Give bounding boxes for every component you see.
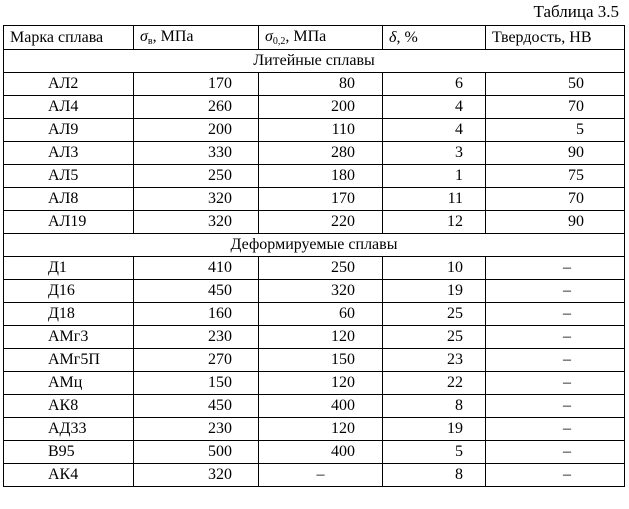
tensile-strength-cell: 150 xyxy=(134,372,259,395)
yield-strength-cell: 180 xyxy=(259,165,383,188)
yield-strength-cell: 250 xyxy=(259,257,383,280)
table-row xyxy=(4,464,625,487)
tensile-strength-cell: 260 xyxy=(134,96,259,119)
table-row xyxy=(4,326,625,349)
hardness-cell: – xyxy=(486,303,625,326)
alloy-grade-cell: Д1 xyxy=(4,257,134,280)
group-title: Литейные сплавы xyxy=(4,50,625,73)
table-row xyxy=(4,257,625,280)
header-tensile-strength xyxy=(134,26,259,50)
alloy-grade-cell: АК4 xyxy=(4,464,134,487)
hardness-cell: – xyxy=(486,441,625,464)
hardness-cell: 75 xyxy=(486,165,625,188)
tensile-strength-cell: 410 xyxy=(134,257,259,280)
group-title: Деформируемые сплавы xyxy=(4,234,625,257)
yield-strength-cell: 80 xyxy=(259,73,383,96)
alloy-grade-cell: В95 xyxy=(4,441,134,464)
elongation-cell: 19 xyxy=(383,280,486,303)
alloy-grade-cell: АМг3 xyxy=(4,326,134,349)
table-row xyxy=(4,142,625,165)
yield-strength-cell: 280 xyxy=(259,142,383,165)
alloy-grade-cell: АЛ8 xyxy=(4,188,134,211)
table-row xyxy=(4,188,625,211)
hardness-cell: 50 xyxy=(486,73,625,96)
table-header xyxy=(4,26,625,50)
elongation-cell: 8 xyxy=(383,464,486,487)
group-header-row xyxy=(4,234,625,257)
elongation-cell: 5 xyxy=(383,441,486,464)
hardness-cell: – xyxy=(486,464,625,487)
elongation-cell: 12 xyxy=(383,211,486,234)
sigma-subscript: в xyxy=(147,36,153,47)
tensile-strength-cell: 230 xyxy=(134,326,259,349)
tensile-strength-cell: 330 xyxy=(134,142,259,165)
sigma-subscript: 0,2 xyxy=(272,36,286,47)
alloy-grade-cell: АК8 xyxy=(4,395,134,418)
alloy-grade-cell: АД33 xyxy=(4,418,134,441)
table-row xyxy=(4,165,625,188)
tensile-strength-cell: 230 xyxy=(134,418,259,441)
table-row xyxy=(4,280,625,303)
table-row xyxy=(4,395,625,418)
hardness-cell: – xyxy=(486,418,625,441)
tensile-strength-cell: 250 xyxy=(134,165,259,188)
delta-symbol: δ xyxy=(389,28,397,46)
group-header-row xyxy=(4,50,625,73)
table-row xyxy=(4,441,625,464)
elongation-cell: 8 xyxy=(383,395,486,418)
yield-strength-cell: 320 xyxy=(259,280,383,303)
table-row xyxy=(4,372,625,395)
tensile-strength-cell: 320 xyxy=(134,211,259,234)
alloy-grade-cell: Д18 xyxy=(4,303,134,326)
yield-strength-cell: 150 xyxy=(259,349,383,372)
alloy-grade-cell: АЛ19 xyxy=(4,211,134,234)
table-caption: Таблица 3.5 xyxy=(533,2,619,21)
yield-strength-cell: – xyxy=(259,464,383,487)
yield-strength-cell: 200 xyxy=(259,96,383,119)
tensile-strength-cell: 320 xyxy=(134,188,259,211)
table-body xyxy=(4,50,625,487)
alloy-grade-cell: АЛ3 xyxy=(4,142,134,165)
alloy-grade-cell: АЛ2 xyxy=(4,73,134,96)
header-yield-strength xyxy=(259,26,383,50)
yield-strength-cell: 120 xyxy=(259,372,383,395)
elongation-cell: 1 xyxy=(383,165,486,188)
hardness-cell: 90 xyxy=(486,142,625,165)
yield-strength-cell: 120 xyxy=(259,418,383,441)
yield-strength-cell: 110 xyxy=(259,119,383,142)
yield-strength-cell: 60 xyxy=(259,303,383,326)
elongation-cell: 6 xyxy=(383,73,486,96)
tensile-strength-cell: 500 xyxy=(134,441,259,464)
elongation-unit: , % xyxy=(396,28,418,46)
hardness-cell: 70 xyxy=(486,96,625,119)
table-row xyxy=(4,418,625,441)
table-row xyxy=(4,96,625,119)
header-elongation xyxy=(383,26,486,50)
table-row xyxy=(4,73,625,96)
tensile-strength-cell: 320 xyxy=(134,464,259,487)
hardness-cell: – xyxy=(486,326,625,349)
elongation-cell: 25 xyxy=(383,326,486,349)
hardness-cell: – xyxy=(486,395,625,418)
alloy-grade-cell: АЛ4 xyxy=(4,96,134,119)
yield-strength-cell: 220 xyxy=(259,211,383,234)
hardness-cell: 5 xyxy=(486,119,625,142)
elongation-cell: 10 xyxy=(383,257,486,280)
alloy-grade-cell: Д16 xyxy=(4,280,134,303)
elongation-cell: 23 xyxy=(383,349,486,372)
sigma-symbol: σ xyxy=(265,28,273,45)
yield-strength-cell: 170 xyxy=(259,188,383,211)
elongation-cell: 3 xyxy=(383,142,486,165)
tensile-strength-cell: 170 xyxy=(134,73,259,96)
alloy-properties-table xyxy=(3,25,625,487)
alloy-grade-cell: АЛ5 xyxy=(4,165,134,188)
tensile-strength-cell: 450 xyxy=(134,280,259,303)
hardness-cell: 70 xyxy=(486,188,625,211)
yield-unit: , МПа xyxy=(285,28,327,45)
header-alloy-grade xyxy=(4,26,134,50)
tensile-strength-cell: 160 xyxy=(134,303,259,326)
tensile-strength-cell: 200 xyxy=(134,119,259,142)
header-hardness-label: Твердость, НВ xyxy=(492,28,592,46)
alloy-grade-cell: АМц xyxy=(4,372,134,395)
tensile-strength-cell: 450 xyxy=(134,395,259,418)
elongation-cell: 25 xyxy=(383,303,486,326)
hardness-cell: – xyxy=(486,372,625,395)
tensile-strength-cell: 270 xyxy=(134,349,259,372)
hardness-cell: – xyxy=(486,349,625,372)
elongation-cell: 11 xyxy=(383,188,486,211)
table-row xyxy=(4,349,625,372)
elongation-cell: 4 xyxy=(383,119,486,142)
elongation-cell: 22 xyxy=(383,372,486,395)
hardness-cell: 90 xyxy=(486,211,625,234)
yield-strength-cell: 120 xyxy=(259,326,383,349)
yield-strength-cell: 400 xyxy=(259,395,383,418)
table-row xyxy=(4,303,625,326)
alloy-grade-cell: АМг5П xyxy=(4,349,134,372)
elongation-cell: 4 xyxy=(383,96,486,119)
header-row xyxy=(4,26,625,50)
table-row xyxy=(4,119,625,142)
elongation-cell: 19 xyxy=(383,418,486,441)
tensile-unit: , МПа xyxy=(152,28,194,45)
hardness-cell: – xyxy=(486,257,625,280)
header-alloy-grade-label: Марка сплава xyxy=(10,28,104,46)
header-hardness xyxy=(486,26,625,50)
sigma-symbol: σ xyxy=(140,28,148,45)
table-row xyxy=(4,211,625,234)
hardness-cell: – xyxy=(486,280,625,303)
yield-strength-cell: 400 xyxy=(259,441,383,464)
alloy-grade-cell: АЛ9 xyxy=(4,119,134,142)
